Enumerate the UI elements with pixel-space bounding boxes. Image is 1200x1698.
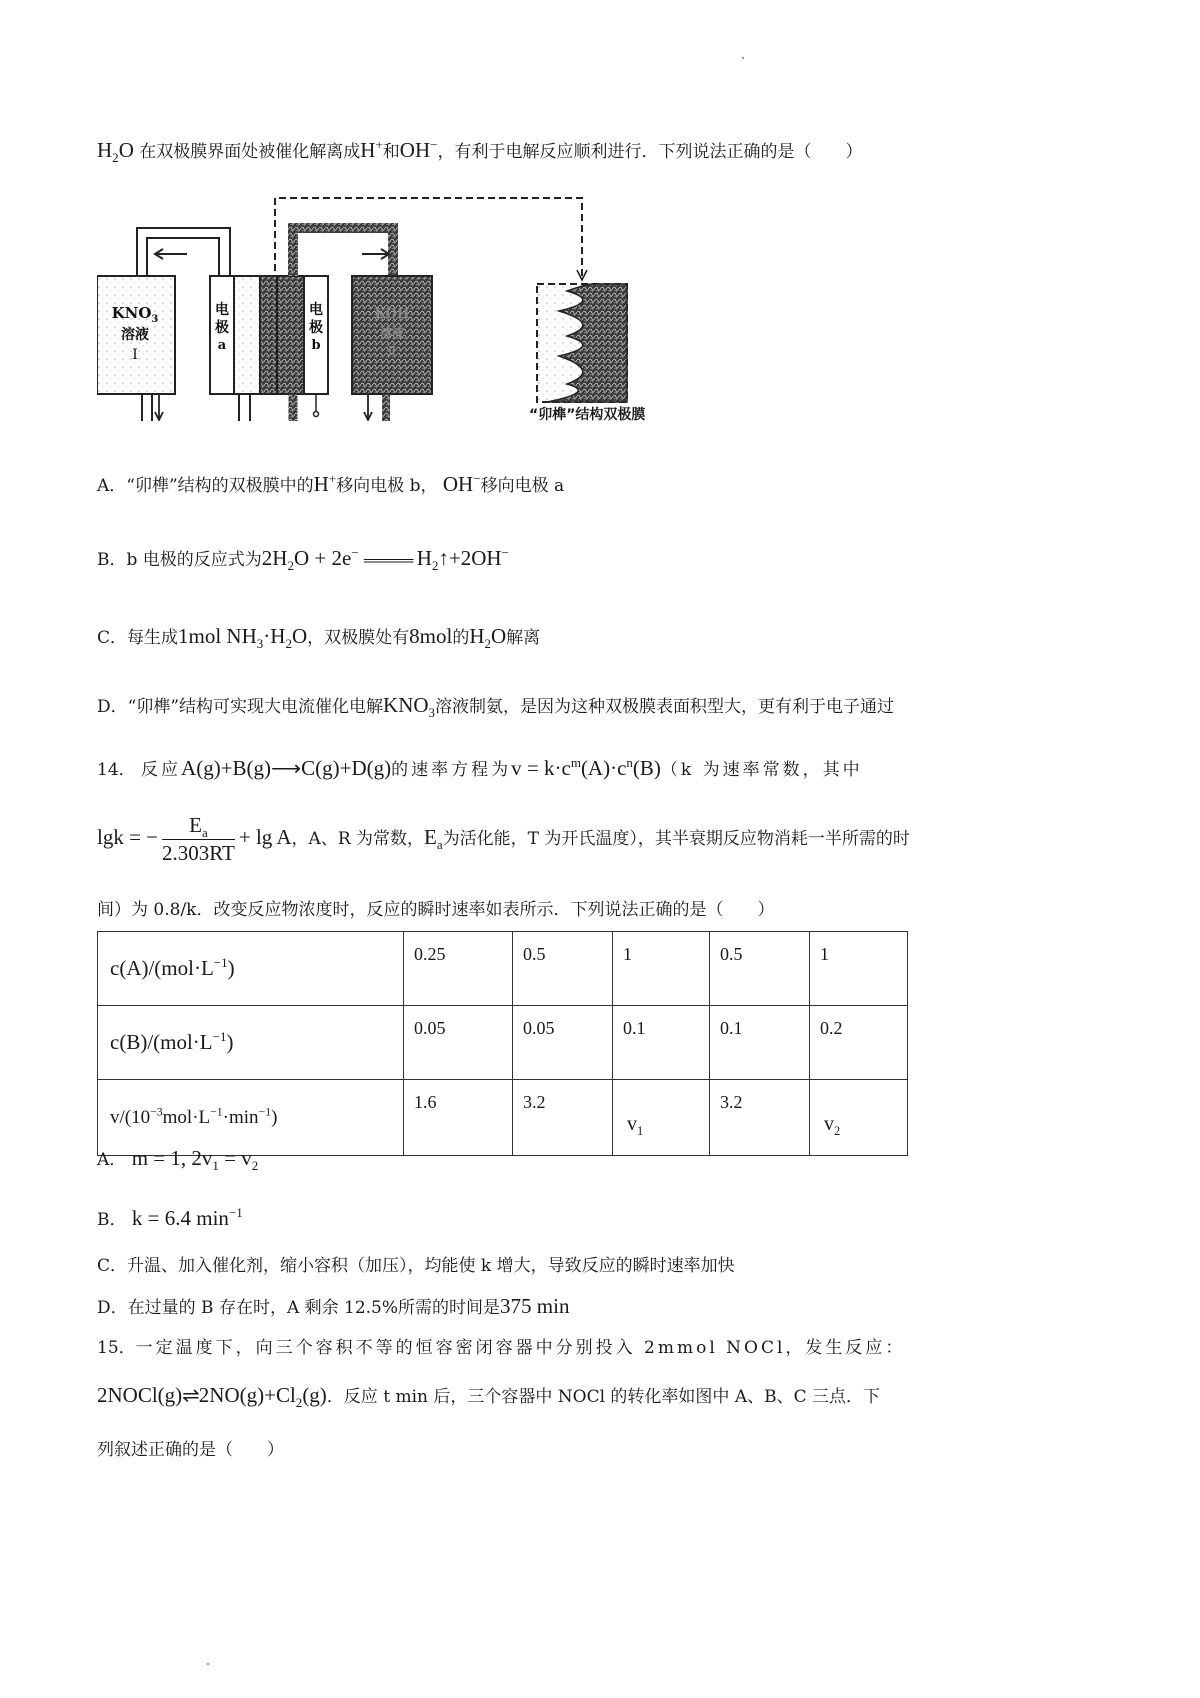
table-cell: 0.5 xyxy=(513,932,613,1006)
table-cell: 0.5 xyxy=(710,932,810,1006)
table-cell: 0.2 xyxy=(810,1006,908,1080)
q14-option-d: D．在过量的 B 存在时，A 剩余 12.5%所需的时间是375 min xyxy=(97,1294,570,1318)
svg-text:KNO3: $KNO_3$ xyxy=(111,304,159,325)
table-row xyxy=(98,1006,908,1080)
svg-text:a: a xyxy=(217,338,227,353)
scan-speck xyxy=(207,1663,209,1665)
row-header-cB: $c(B)/(mol\cdot L^{-1})$ xyxy=(98,1006,404,1080)
q15-line-1: 15．一定温度下，向三个容积不等的恒容密闭容器中分别投入 2mmol NOCl，发生反应： xyxy=(97,1338,906,1358)
svg-text:b: b xyxy=(311,338,321,353)
activation-energy-fraction: $\frac{E_a}{2.303RT}$ xyxy=(162,813,235,865)
table-cell-v1: $v_1$ xyxy=(613,1080,710,1156)
table-cell: 0.25 xyxy=(404,932,513,1006)
svg-text:KOH: KOH xyxy=(374,307,410,322)
table-cell: 0.05 xyxy=(404,1006,513,1080)
q15-line-3: 列叙述正确的是（ ） xyxy=(97,1440,284,1460)
bipolar-membrane xyxy=(260,276,304,394)
row-header-cA: $c(A)/(mol\cdot L^{-1})$ xyxy=(98,932,404,1006)
svg-text:极: 极 xyxy=(309,320,323,336)
table-cell: 0.1 xyxy=(710,1006,810,1080)
row-header-rate: $v/(10^{-3}mol\cdot L^{-1}\cdot\min^{-1})$ xyxy=(98,1080,404,1156)
q13-option-d: D．“卯榫”结构可实现大电流催化电解$KNO_3$溶液制氨，是因为这种双极膜表面积型大，更有利于电子通过 xyxy=(97,693,895,721)
svg-text:Ⅰ: Ⅰ xyxy=(132,347,138,363)
table-cell: 1.6 xyxy=(404,1080,513,1156)
q14-line-2: lgk = − $\frac{E_a}{2.303RT}$ + lg A，A、R 为常数，$E_a$为活化能，T 为开氏温度），其半衰期反应物消耗一半所需的时 xyxy=(97,813,910,865)
svg-text:极: 极 xyxy=(215,320,229,336)
q14-option-a: A． m = 1, $2v_1 = v_2$ xyxy=(97,1146,259,1174)
q15-line-2: $2NOCl(g)\rightleftharpoons 2NO(g)+Cl_2(g)$．反应 t min 后，三个容器中 NOCl 的转化率如图中 A、B、C 三点．下 xyxy=(97,1383,881,1411)
q13-stem: $H_2O$ 在双极膜界面处被催化解离成H+和OH−，有利于电解反应顺利进行．下列说法正确的是（ ） xyxy=(97,137,863,166)
table-cell: 3.2 xyxy=(513,1080,613,1156)
table-cell-v2: $v_2$ xyxy=(810,1080,908,1156)
q14-option-b: B． k = 6.4 $\min^{-1}$ xyxy=(97,1205,243,1230)
table-cell: 1 xyxy=(810,932,908,1006)
table-cell: 0.1 xyxy=(613,1006,710,1080)
svg-text:电: 电 xyxy=(309,302,323,318)
scan-speck xyxy=(742,57,744,59)
svg-text:溶液: 溶液 xyxy=(121,327,149,343)
membrane-caption: “卯榫”结构双极膜 xyxy=(529,407,646,423)
rate-data-table xyxy=(97,931,908,1156)
q13-option-b: B．b 电极的反应式为$2H_2O + 2e^-$ ══════ $H_2↑+2OH^-$ xyxy=(97,545,509,574)
table-cell: 1 xyxy=(613,932,710,1006)
table-cell: 0.05 xyxy=(513,1006,613,1080)
q14-line-3: 间）为 0.8/k．改变反应物浓度时，反应的瞬时速率如表所示．下列说法正确的是（ ） xyxy=(97,900,775,920)
q13-option-c: C．每生成1mol $NH_3\cdot H_2O$，双极膜处有8mol的$H_2O$解离 xyxy=(97,624,541,652)
q14-line-1: 14． 反应A(g)+B(g)⟶C(g)+D(g)的速率方程为$v = k\cdot c^m(A)\cdot c^n(B)(k$ 为速率常数，其中 xyxy=(97,755,863,780)
table-row xyxy=(98,932,908,1006)
q13-option-a: A．“卯榫”结构的双极膜中的H+移向电极 b， OH−移向电极 a xyxy=(97,471,565,496)
svg-text:电: 电 xyxy=(215,302,229,318)
q14-option-c: C．升温、加入催化剂，缩小容积（加压），均能使 k 增大，导致反应的瞬时速率加快 xyxy=(97,1256,735,1276)
table-row xyxy=(98,1080,908,1156)
svg-text:Ⅱ: Ⅱ xyxy=(387,344,397,358)
electrolysis-diagram xyxy=(97,196,657,425)
svg-text:溶液: 溶液 xyxy=(379,326,405,340)
table-cell: 3.2 xyxy=(710,1080,810,1156)
electrolysis-cell-figure xyxy=(97,196,657,421)
